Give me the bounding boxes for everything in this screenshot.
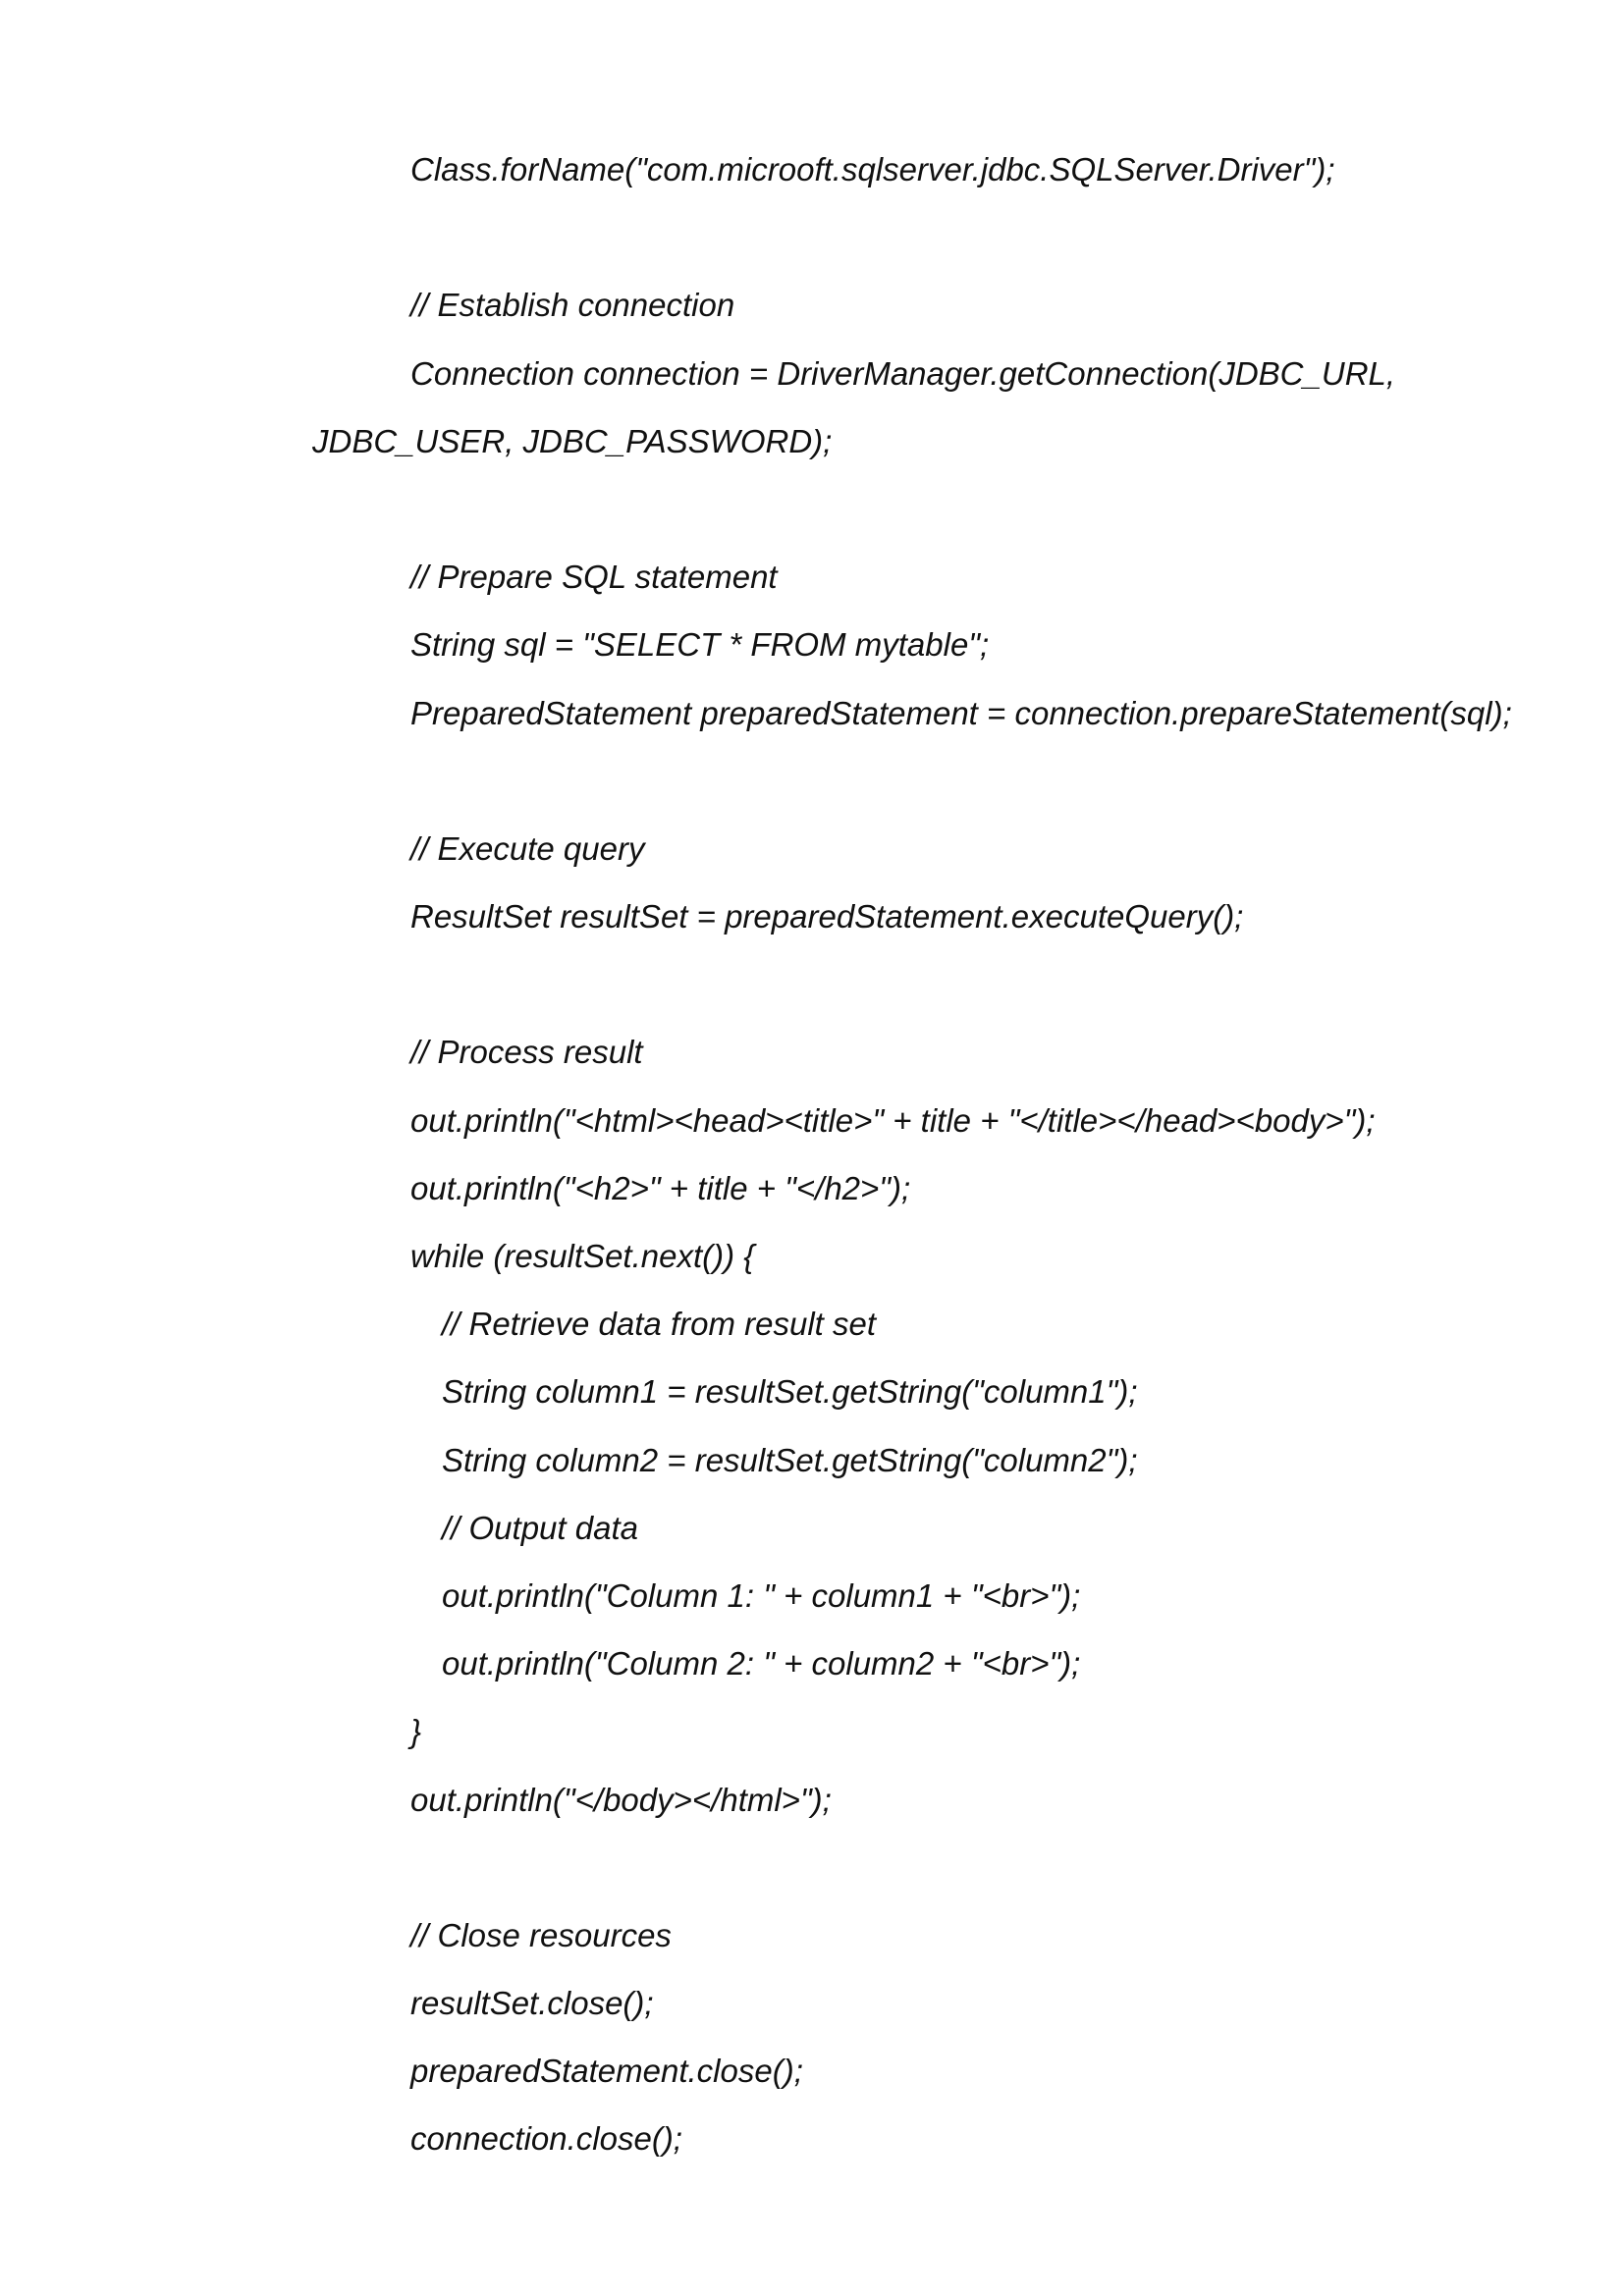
- code-comment-line: // Process result: [410, 1034, 643, 1071]
- code-comment-line: // Output data: [442, 1509, 638, 1546]
- code-comment-line: // Establish connection: [410, 287, 735, 324]
- code-line: }: [410, 1713, 422, 1750]
- code-line: connection.close();: [410, 2120, 682, 2158]
- code-block: [0, 135, 1624, 2173]
- blank-line: [0, 1834, 1624, 1901]
- code-line: JDBC_USER, JDBC_PASSWORD);: [312, 422, 833, 459]
- code-line: String column2 = resultSet.getString("column2");: [442, 1441, 1138, 1478]
- code-line: out.println("</body></html>");: [410, 1781, 832, 1818]
- code-line: String column1 = resultSet.getString("column1");: [442, 1373, 1138, 1411]
- code-comment-line: // Retrieve data from result set: [442, 1306, 877, 1343]
- code-line: String sql = "SELECT * FROM mytable";: [410, 626, 990, 664]
- code-comment-line: // Close resources: [410, 1916, 672, 1953]
- code-line: resultSet.close();: [410, 1985, 654, 2022]
- code-line: PreparedStatement preparedStatement = connection.prepareStatement(sql);: [410, 694, 1512, 731]
- code-line: preparedStatement.close();: [410, 2053, 803, 2090]
- code-line: Class.forName("com.microoft.sqlserver.jdbc.SQLServer.Driver");: [410, 151, 1335, 187]
- blank-line: [0, 475, 1624, 543]
- blank-line: [0, 747, 1624, 815]
- code-line: while (resultSet.next()) {: [410, 1238, 755, 1274]
- code-line: out.println("Column 1: " + column1 + "<br>");: [442, 1576, 1081, 1614]
- blank-line: [0, 950, 1624, 1018]
- code-line: out.println("Column 2: " + column2 + "<br>");: [442, 1645, 1081, 1682]
- code-line: ResultSet resultSet = preparedStatement.executeQuery();: [410, 898, 1244, 935]
- code-line: out.println("<h2>" + title + "</h2>");: [410, 1169, 911, 1206]
- blank-line: [0, 203, 1624, 271]
- code-comment-line: // Execute query: [410, 829, 645, 867]
- code-line: Connection connection = DriverManager.getConnection(JDBC_URL,: [410, 354, 1396, 392]
- code-comment-line: // Prepare SQL statement: [410, 559, 778, 596]
- code-line: out.println("<html><head><title>" + title + "</title></head><body>");: [410, 1101, 1376, 1139]
